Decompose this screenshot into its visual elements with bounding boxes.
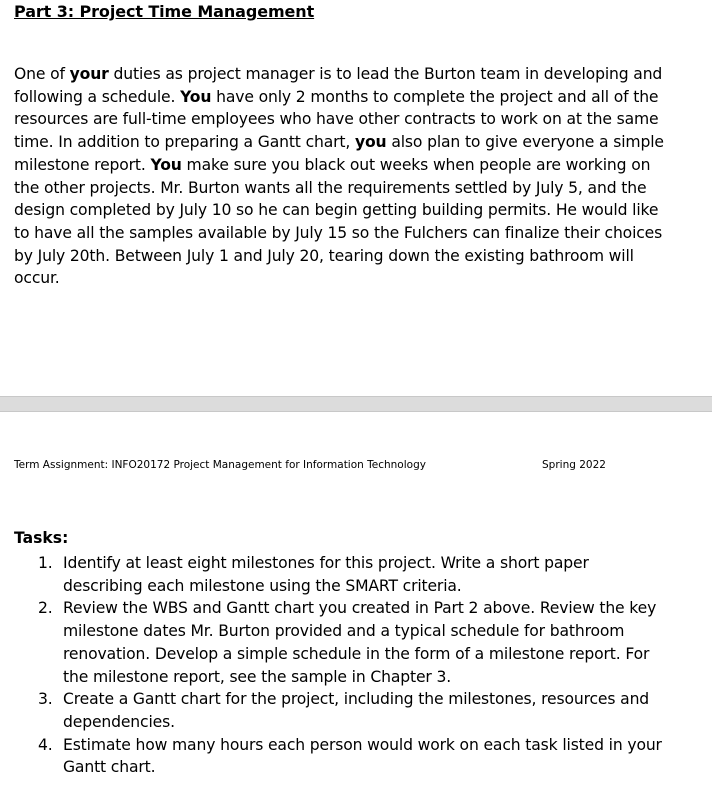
- task-text: Create a Gantt chart for the project, including the milestones, resources and dependencies.: [63, 690, 650, 731]
- task-number: 2.: [38, 599, 53, 618]
- intro-text: have only 2 months to complete the project and all of the resources are full-time employees who have other contracts to work on at the same time. In addition to preparing a Gantt chart,: [14, 87, 659, 152]
- intro-text: make sure you black out weeks when people are working on the other projects. Mr. Burton wants all the requirements settled by July 5, and the design completed by July 10 so he can begin getting building permits. He would like to have all the samples available by July 15 so the Fulchers can finalize their choices by July 20th. Between July 1 and July 20, tearing down the existing bathroom will occur.: [14, 155, 663, 288]
- intro-emphasis: You: [150, 155, 182, 174]
- task-text: Estimate how many hours each person would work on each task listed in your Gantt chart.: [63, 735, 662, 777]
- section-heading: Part 3: Project Time Management: [14, 2, 315, 21]
- tasks-list: [38, 552, 668, 779]
- intro-text: also plan to give everyone a simple milestone report.: [14, 133, 664, 174]
- document-page-top: [0, 0, 712, 395]
- task-item: [38, 552, 668, 597]
- intro-emphasis: You: [180, 87, 212, 106]
- task-number: 1.: [38, 554, 53, 572]
- task-item: [38, 688, 668, 733]
- page-header-term: Spring 2022: [542, 459, 606, 471]
- intro-text: duties as project manager is to lead the Burton team in developing and following a schedule.: [14, 65, 663, 106]
- task-item: [38, 597, 668, 688]
- intro-paragraph: [14, 63, 664, 290]
- page-break-divider: [0, 396, 712, 412]
- page-header-course: Term Assignment: INFO20172 Project Management for Information Technology: [14, 459, 426, 471]
- task-text: Identify at least eight milestones for this project. Write a short paper describing each milestone using the SMART criteria.: [63, 554, 589, 595]
- task-text: Review the WBS and Gantt chart you created in Part 2 above. Review the key milestone dates Mr. Burton provided and a typical schedule for bathroom renovation. Develop a simple schedule in the form of a milestone report. For the milestone report, see the sample in Chapter 3.: [63, 599, 657, 686]
- intro-emphasis: your: [69, 65, 109, 83]
- tasks-heading: Tasks:: [14, 529, 69, 547]
- intro-text: One of: [14, 65, 70, 83]
- task-number: 4.: [38, 735, 53, 754]
- task-item: [38, 734, 668, 779]
- intro-emphasis: you: [354, 133, 387, 152]
- task-number: 3.: [38, 690, 53, 709]
